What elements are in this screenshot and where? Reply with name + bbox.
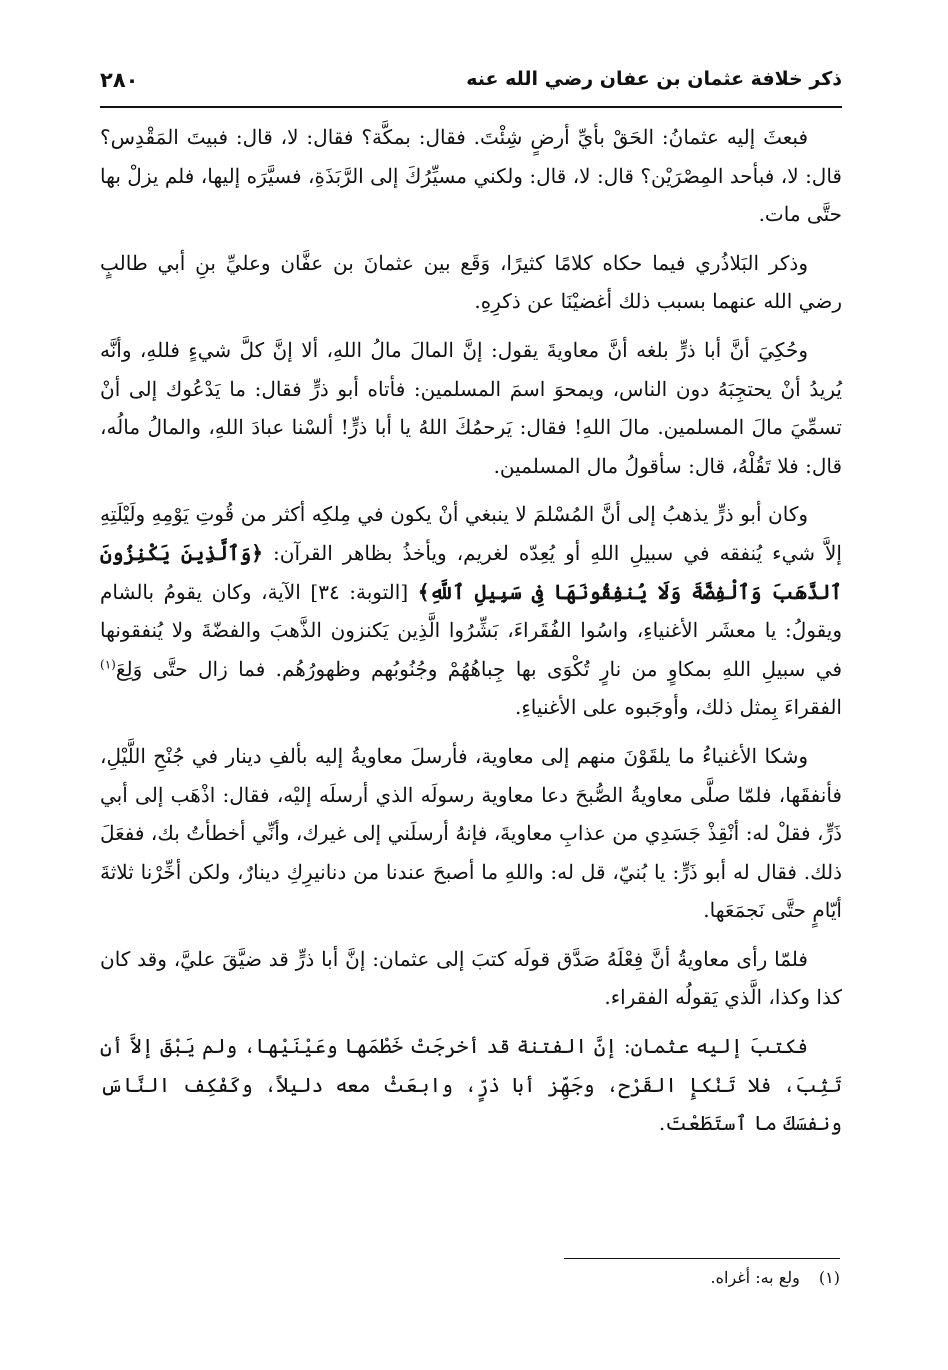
paragraph: وذكر البَلاذُري فيما حكاه كلامًا كثيرًا، وَقَع بين عثمانَ بن عفَّان وعليِّ بنِ أبي طالبٍ رضي الله عنهما بسبب ذلك أغضيْنَا عن ذكرِهِ. xyxy=(100,250,842,314)
paragraph: فكتبَ إليه عثمان: إنَّ الفتنة قد أخرجَتْ خَطْمَها وعَيْنَيْها، ولم يَبْقَ إلاَّ أن تَثِبَ، فلا تَنْكإِ القَرْح، وجَهِّز أبا ذرٍّ، وابعَثْ معه دليلاً، وكَفْكِف النَّاسَ ونفسَكَ ما ٱستَطَعْتَ. xyxy=(100,1034,842,1136)
paragraph: وشكا الأغنياءُ ما يلقَوْنَ منهم إلى معاوية، فأرسلَ معاويةُ إليه بألفِ دينار في جُنْحِ اللَّيْلِ، فأنفقَها، فلمّا صلَّى معاويةُ الصُّبحَ دعا معاوية رسولَه الذي أرسلَه إليْه، فقال: اذْهَب إلى أبي ذَرٍّ، فقلْ له: أنْقِذْ جَسَدِي من عذابِ معاويةَ، فإنهُ أرسلَني إلى غيرك، وأنِّي أخطأتُ بك، ففعَلَ ذلك. فقال له أبو ذَرٍّ: يا بُنيّ، قل له: واللهِ ما أصبحَ عندنا من دنانيرِكِ دينارٌ، ولكن أخِّرْنا ثلاثةَ أيّامٍ حتَّى نَجمَعَها. xyxy=(100,743,842,923)
page-number: ٢٨٠ xyxy=(100,68,139,92)
header-rule xyxy=(100,106,842,108)
page-header xyxy=(100,62,842,102)
footnote-rule xyxy=(564,1258,840,1259)
paragraph: فبعثَ إليه عثمانُ: الحَقْ بأيِّ أرضٍ شِئْتَ. فقال: بمكَّة؟ فقال: لا، قال: فبيتَ المَقْدِس؟ قال: لا، فبأحد المِصْرَيْن؟ قال: لا، قال: ولكني مسيِّرُكَ إلى الرَّبَذَةِ، فسيَّرَه إليها، فلم يزلْ بها حتَّى مات. xyxy=(100,125,842,227)
paragraph: فلمّا رأى معاويةُ أنَّ فِعْلَهُ صَدَّق قولَه كتبَ إلى عثمان: إنَّ أبا ذرٍّ قد ضيَّقَ عليَّ، وقد كان كذا وكذا، الَّذي يَقولُه الفقراء. xyxy=(100,946,842,1010)
paragraph-text: وكان أبو ذرٍّ يذهبُ إلى أنَّ المُسْلمَ لا ينبغي أنْ يكون في مِلكِه أكثر من قُوتِ يَوْمِهِ ولَيْلَتِهِ إلاَّ شيء يُنفقه في سبيلِ اللهِ أو يُعِدّه لغريم، ويأخذُ بظاهر القرآن: xyxy=(100,502,842,565)
paragraph xyxy=(100,495,842,727)
main-text xyxy=(100,118,842,1153)
footnote xyxy=(711,1268,840,1287)
running-title: ذكر خلافة عثمان بن عفان رضي الله عنه xyxy=(466,68,842,90)
footnote-text: ولع به: أغراه. xyxy=(710,1268,800,1287)
quran-verse: ﴿وَٱلَّذِينَ يَكْنِزُونَ ٱلذَّهَبَ وَٱلْفِضَّةَ وَلَا يُنفِقُونَهَا فِى سَبِيلِ ٱللَّهِ﴾ xyxy=(100,540,843,604)
paragraph-text: [التوبة: ٣٤] الآية، وكان يقومُ بالشام ويقولُ: يا معشَر الأغنياءِ، واسُوا الفُقَراءَ، بَشِّرُوا الَّذِين يَكنزون الذَّهبَ والفضّةَ ولا يُنفقونها في سبيلِ اللهِ بمكاوٍ من نارٍ تُكْوَى بها جِباهُهُمْ وجُنُوبُهم وظهورُهُم. فما زال حتَّى وَلِعَ xyxy=(100,579,842,681)
paragraph: وحُكِيَ أنَّ أبا ذرٍّ بلغه أنَّ معاويةَ يقول: إنَّ المالَ مالُ اللهِ، ألا إنَّ كلَّ شيءٍ فللهِ، وأنَّه يُريدُ أنْ يحتجِبَهُ دون الناس، ويمحوَ اسمَ المسلمين: فأتاه أبو ذرٍّ فقال: ما يَدْعُوك إلى أنْ تسمِّيَ مالَ المسلمين. مالَ اللهِ! فقال: يَرحمُكَ اللهُ يا أبا ذرٍّ! ألسْنا عبادَ اللهِ، والمالُ مالُه، قال: فلا تَقُلْهُ، قال: سأقولُ مال المسلمين. xyxy=(100,337,843,478)
footnote-reference: (١) xyxy=(100,657,116,672)
footnote-number: (١) xyxy=(818,1268,840,1287)
paragraph-text: الفقراءَ بِمثل ذلك، وأوجَبوه على الأغنياءِ. xyxy=(515,695,842,720)
